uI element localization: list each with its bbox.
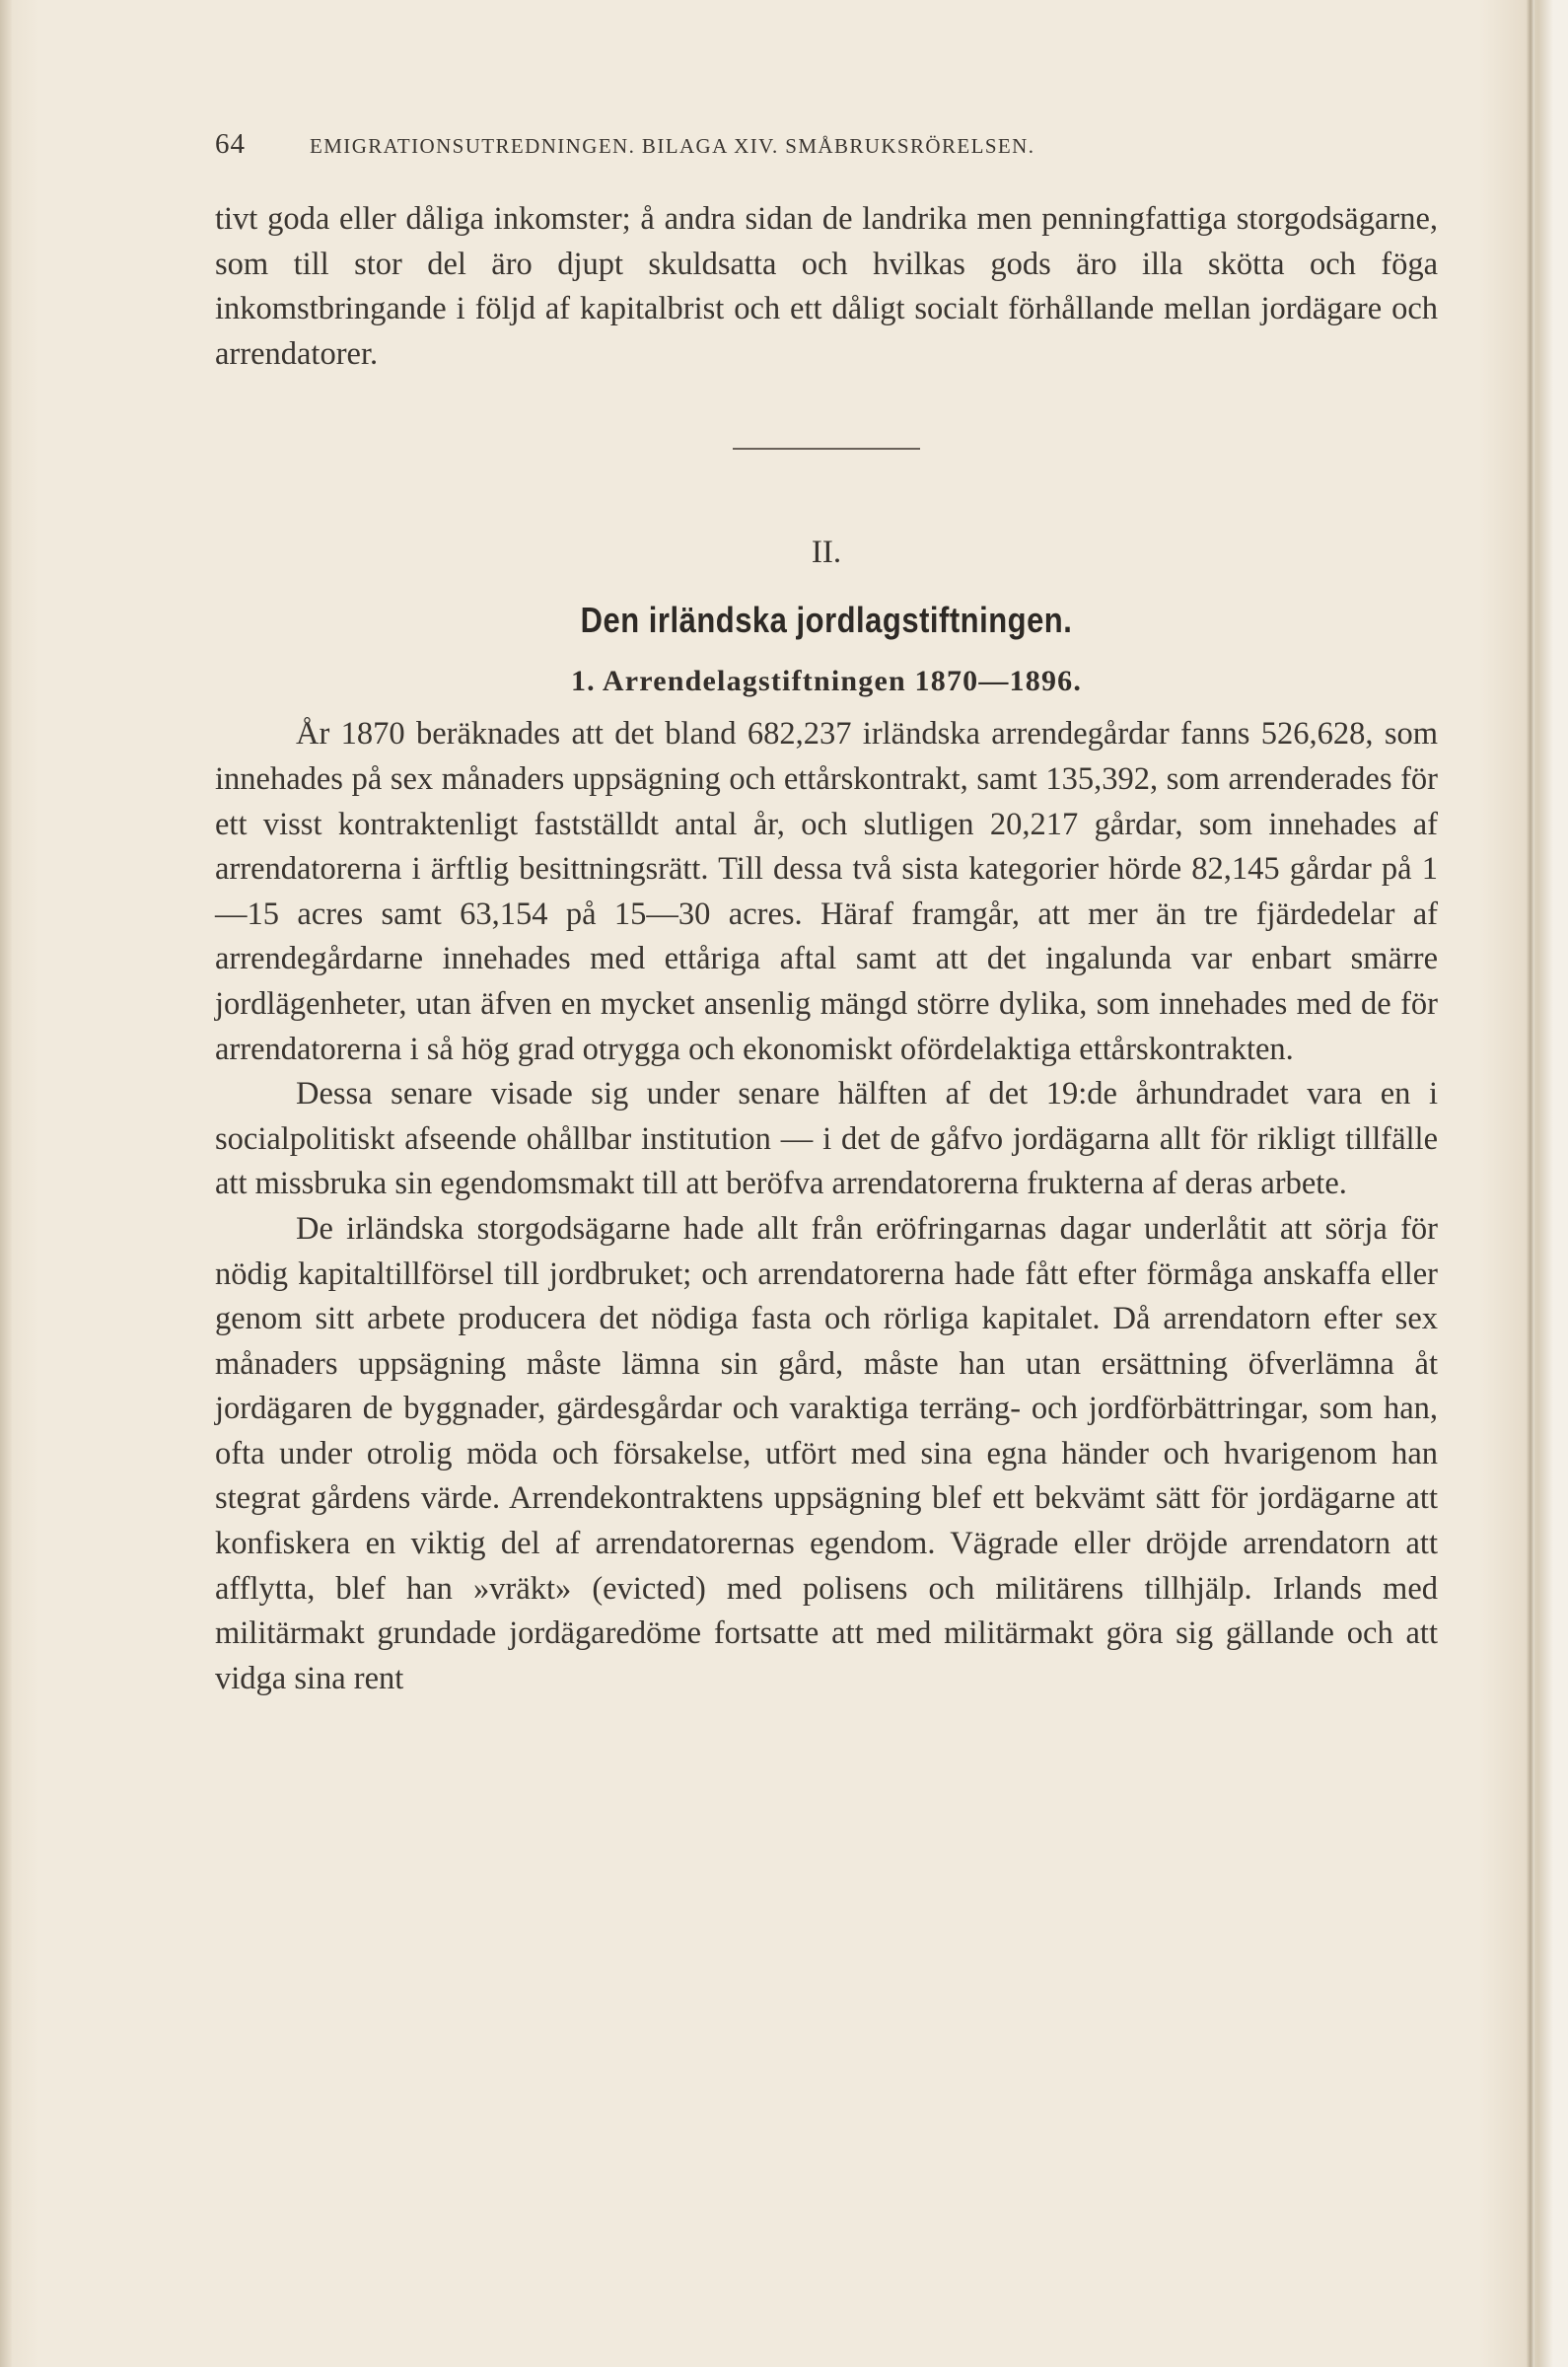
section-divider bbox=[733, 448, 920, 450]
running-head bbox=[215, 128, 1438, 174]
subsection-title: 1. Arrendelagstiftningen 1870—1896. bbox=[570, 665, 1083, 698]
section-number: II. bbox=[811, 535, 842, 571]
page-left-edge bbox=[0, 0, 12, 2367]
page-right-edge bbox=[1527, 0, 1534, 2367]
running-head-title: EMIGRATIONSUTREDNINGEN. BILAGA XIV. SMÅBRUKSRÖRELSEN. bbox=[310, 134, 1035, 158]
section-title: Den irländska jordlagstiftningen. bbox=[580, 600, 1073, 641]
intro-paragraph: tivt goda eller dåliga inkomster; å andra sidan de landrika men penningfattiga storgodsägarne, som till stor del äro djupt skuldsatta och hvilkas gods äro illa skötta och föga inkomstbringande i följd af kapitalbrist och ett dåligt socialt förhållande mellan jordägare och arrendatorer. bbox=[215, 201, 1438, 372]
body-paragraph-2: Dessa senare visade sig under senare hälften af det 19:de århundradet vara en i socialpolitiskt afseende ohållbar institution — i det de gåfvo jordägarna allt för rikligt tillfälle att missbruka sin egendomsmakt till att beröfva arrendatorerna frukterna af deras arbete. bbox=[215, 1076, 1438, 1202]
body-paragraph-1: År 1870 beräknades att det bland 682,237 irländska arrendegårdar fanns 526,628, som innehades på sex månaders uppsägning och ettårskontrakt, samt 135,392, som arrenderades för ett visst kontraktenligt fastställdt antal år, och slutligen 20,217 gårdar, som innehades af arrendatorerna i ärftlig besittningsrätt. Till dessa två sista kategorier hörde 82,145 gårdar på 1—15 acres samt 63,154 på 15—30 acres. Häraf framgår, att mer än tre fjärdedelar af arrendegårdarne innehades med ettåriga aftal samt att det ingalunda var enbart smärre jordlägenheter, utan äfven en mycket ansenlig mängd större dylika, som innehades med de för arrendatorerna i så hög grad otrygga och ekonomiskt ofördelaktiga ettårskontrakten. bbox=[215, 716, 1438, 1067]
page-number: 64 bbox=[215, 128, 246, 160]
page-content bbox=[215, 128, 1438, 1701]
body-paragraph-3: De irländska storgodsägarne hade allt från eröfringarnas dagar underlåtit att sörja för nödig kapitaltillförsel till jordbruket; och arrendatorerna hade fått efter förmåga anskaffa eller genom sitt arbete producera det nödiga fasta och rörliga kapitalet. Då arrendatorn efter sex månaders uppsägning måste lämna sin gård, måste han utan ersättning öfverlämna åt jordägaren de byggnader, gärdesgårdar och varaktiga terräng- och jordförbättringar, som han, ofta under otrolig möda och försakelse, utfört med sina egna händer och hvarigenom han stegrat gårdens värde. Arrendekontraktens uppsägning blef ett bekvämt sätt för jordägarne att konfiskera en viktig del af arrendatorernas egendom. Vägrade eller dröjde arrendatorn att afflytta, blef han »vräkt» (evicted) med polisens och militärens tillhjälp. Irlands med militärmakt grundade jordägaredöme fortsatte att med militärmakt göra sig gällande och att vidga sina rent bbox=[215, 1210, 1438, 1696]
